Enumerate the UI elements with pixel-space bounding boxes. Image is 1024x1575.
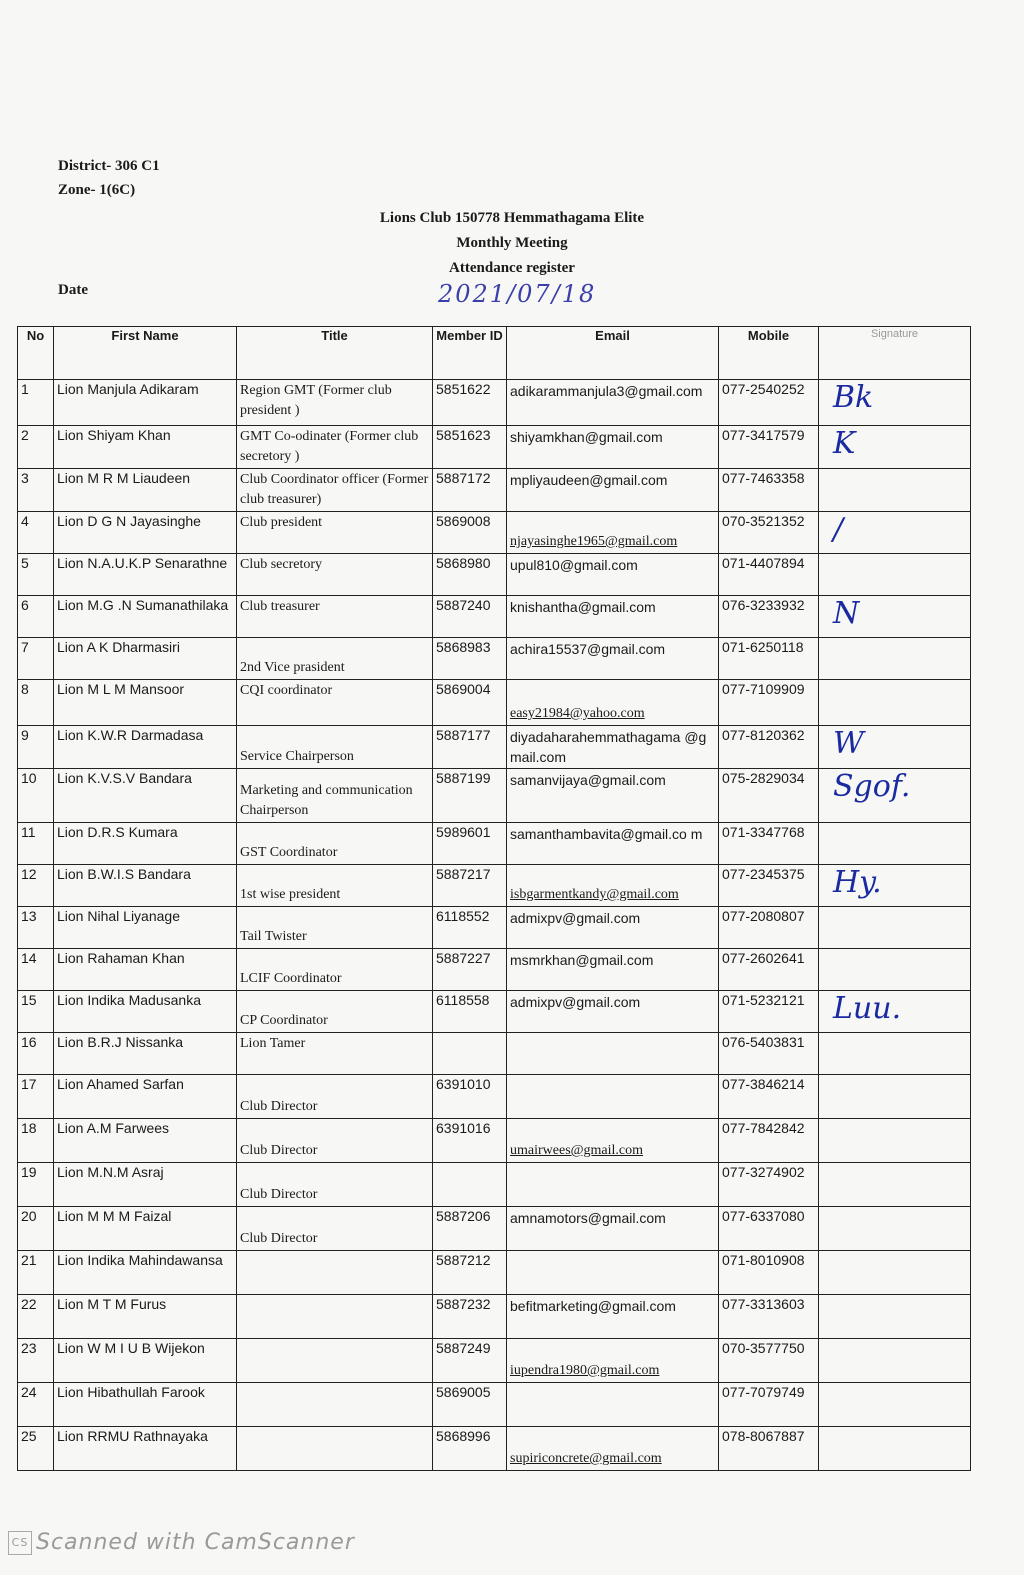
cell-mobile: 070-3521352 [719, 512, 819, 554]
cell-title [237, 1339, 433, 1383]
cell-signature [819, 769, 971, 823]
cell-name: Lion A.M Farwees [54, 1119, 237, 1163]
cell-email: befitmarketing@gmail.com [507, 1295, 719, 1339]
cell-title [237, 1295, 433, 1339]
cell-member-id: 5887172 [433, 469, 507, 512]
cell-name: Lion Nihal Liyanage [54, 907, 237, 949]
cell-mobile: 077-6337080 [719, 1207, 819, 1251]
table-row [18, 1207, 971, 1251]
cell-email [507, 1251, 719, 1295]
cell-email: admixpv@gmail.com [507, 907, 719, 949]
cell-email: knishantha@gmail.com [507, 596, 719, 638]
cell-member-id: 6391016 [433, 1119, 507, 1163]
cell-name: Lion Shiyam Khan [54, 426, 237, 469]
cell-email [507, 1075, 719, 1119]
column-header: No [18, 327, 54, 380]
cell-name: Lion B.W.I.S Bandara [54, 865, 237, 907]
cell-email: adikarammanjula3@gmail.com [507, 380, 719, 426]
cell-mobile: 076-5403831 [719, 1033, 819, 1075]
cell-name: Lion M M M Faizal [54, 1207, 237, 1251]
cell-no: 16 [18, 1033, 54, 1075]
district-label: District- 306 C1 [58, 158, 160, 174]
cell-signature [819, 865, 971, 907]
table-row [18, 726, 971, 769]
cell-name: Lion M.G .N Sumanathilaka [54, 596, 237, 638]
cell-email: samanthambavita@gmail.co m [507, 823, 719, 865]
cell-member-id: 5887212 [433, 1251, 507, 1295]
cell-mobile: 078-8067887 [719, 1427, 819, 1471]
table-header-row [18, 327, 971, 380]
meeting-title: Monthly Meeting [456, 235, 568, 251]
table-row [18, 1383, 971, 1427]
cell-mobile: 077-7079749 [719, 1383, 819, 1427]
cell-title [237, 1427, 433, 1471]
cell-mobile: 077-3846214 [719, 1075, 819, 1119]
signature-mark: N [833, 596, 860, 631]
zone-label: Zone- 1(6C) [58, 182, 136, 198]
cell-member-id: 5869005 [433, 1383, 507, 1427]
cell-mobile: 071-4407894 [719, 554, 819, 596]
cell-title: Club treasurer [237, 596, 433, 638]
cell-no: 11 [18, 823, 54, 865]
table-body [18, 380, 971, 1471]
cell-signature [819, 1295, 971, 1339]
cell-signature [819, 1119, 971, 1163]
cell-member-id: 5887199 [433, 769, 507, 823]
cell-member-id [433, 1033, 507, 1075]
cell-name: Lion D G N Jayasinghe [54, 512, 237, 554]
cell-signature [819, 949, 971, 991]
cell-name: Lion Indika Mahindawansa [54, 1251, 237, 1295]
cell-mobile: 071-6250118 [719, 638, 819, 680]
cell-title: Club secretory [237, 554, 433, 596]
cell-email: njayasinghe1965@gmail.com [507, 512, 719, 554]
table-row [18, 1339, 971, 1383]
cell-no: 17 [18, 1075, 54, 1119]
cell-signature [819, 1163, 971, 1207]
table-row [18, 949, 971, 991]
cell-signature [819, 1075, 971, 1119]
table-row [18, 823, 971, 865]
cell-name: Lion Rahaman Khan [54, 949, 237, 991]
cell-member-id: 5887227 [433, 949, 507, 991]
cell-no: 1 [18, 380, 54, 426]
cell-no: 22 [18, 1295, 54, 1339]
signature-mark: K [833, 426, 856, 461]
cell-no: 19 [18, 1163, 54, 1207]
cell-email: diyadaharahemmathagama @gmail.com [507, 726, 719, 769]
cell-member-id: 5869004 [433, 680, 507, 726]
cell-title: Club Director [237, 1075, 433, 1119]
cell-email: samanvijaya@gmail.com [507, 769, 719, 823]
table-row [18, 907, 971, 949]
cell-no: 3 [18, 469, 54, 512]
cell-title: Lion Tamer [237, 1033, 433, 1075]
cell-member-id: 5887249 [433, 1339, 507, 1383]
cell-mobile: 077-2602641 [719, 949, 819, 991]
cell-name: Lion M R M Liaudeen [54, 469, 237, 512]
table-row [18, 1033, 971, 1075]
cell-no: 7 [18, 638, 54, 680]
cell-title: Club Director [237, 1163, 433, 1207]
signature-mark: Hy. [833, 865, 882, 900]
cell-mobile: 070-3577750 [719, 1339, 819, 1383]
cell-no: 24 [18, 1383, 54, 1427]
cell-signature [819, 1207, 971, 1251]
scanner-watermark [8, 1530, 355, 1555]
cell-no: 12 [18, 865, 54, 907]
cell-mobile: 077-2540252 [719, 380, 819, 426]
cell-no: 23 [18, 1339, 54, 1383]
table-row [18, 769, 971, 823]
cell-no: 5 [18, 554, 54, 596]
cell-signature [819, 823, 971, 865]
cell-member-id: 5868980 [433, 554, 507, 596]
signature-mark: Sgof. [833, 769, 911, 804]
table-row [18, 596, 971, 638]
cell-no: 15 [18, 991, 54, 1033]
cell-title: Club Coordinator officer (Former club treasurer) [237, 469, 433, 512]
cell-mobile: 071-3347768 [719, 823, 819, 865]
cell-member-id: 5868996 [433, 1427, 507, 1471]
cell-title: GST Coordinator [237, 823, 433, 865]
cell-name: Lion Indika Madusanka [54, 991, 237, 1033]
signature-mark: Bk [833, 380, 874, 415]
cell-no: 9 [18, 726, 54, 769]
cell-no: 25 [18, 1427, 54, 1471]
table-row [18, 1163, 971, 1207]
cell-name: Lion Hibathullah Farook [54, 1383, 237, 1427]
cell-member-id: 6118558 [433, 991, 507, 1033]
cell-member-id: 5868983 [433, 638, 507, 680]
camscanner-icon: CS [8, 1531, 32, 1555]
table-row [18, 1427, 971, 1471]
watermark-text: Scanned with CamScanner [36, 1530, 355, 1555]
cell-signature [819, 1033, 971, 1075]
cell-signature [819, 426, 971, 469]
table-row [18, 469, 971, 512]
cell-member-id: 5887206 [433, 1207, 507, 1251]
table-row [18, 638, 971, 680]
cell-email: achira15537@gmail.com [507, 638, 719, 680]
cell-email: upul810@gmail.com [507, 554, 719, 596]
column-header: First Name [54, 327, 237, 380]
cell-mobile: 076-3233932 [719, 596, 819, 638]
cell-member-id: 5869008 [433, 512, 507, 554]
cell-email: supiriconcrete@gmail.com [507, 1427, 719, 1471]
cell-no: 21 [18, 1251, 54, 1295]
date-label: Date [58, 282, 88, 298]
cell-email [507, 1163, 719, 1207]
cell-signature [819, 512, 971, 554]
cell-name: Lion Manjula Adikaram [54, 380, 237, 426]
cell-name: Lion K.V.S.V Bandara [54, 769, 237, 823]
cell-email: iupendra1980@gmail.com [507, 1339, 719, 1383]
cell-member-id: 6118552 [433, 907, 507, 949]
cell-email: umairwees@gmail.com [507, 1119, 719, 1163]
cell-title: GMT Co-odinater (Former club secretory ) [237, 426, 433, 469]
cell-no: 18 [18, 1119, 54, 1163]
table-row [18, 512, 971, 554]
cell-name: Lion D.R.S Kumara [54, 823, 237, 865]
table-row [18, 680, 971, 726]
cell-no: 6 [18, 596, 54, 638]
cell-email [507, 1383, 719, 1427]
cell-no: 20 [18, 1207, 54, 1251]
table-row [18, 1075, 971, 1119]
cell-email: isbgarmentkandy@gmail.com [507, 865, 719, 907]
cell-title [237, 1251, 433, 1295]
cell-name: Lion N.A.U.K.P Senarathne [54, 554, 237, 596]
cell-name: Lion B.R.J Nissanka [54, 1033, 237, 1075]
cell-signature [819, 554, 971, 596]
cell-name: Lion Ahamed Sarfan [54, 1075, 237, 1119]
cell-email: easy21984@yahoo.com [507, 680, 719, 726]
cell-signature [819, 726, 971, 769]
cell-signature [819, 1427, 971, 1471]
cell-member-id: 5851622 [433, 380, 507, 426]
cell-signature [819, 1383, 971, 1427]
cell-member-id: 5989601 [433, 823, 507, 865]
cell-mobile: 077-2080807 [719, 907, 819, 949]
cell-signature [819, 680, 971, 726]
cell-mobile: 077-7463358 [719, 469, 819, 512]
cell-mobile: 077-7109909 [719, 680, 819, 726]
cell-title: Service Chairperson [237, 726, 433, 769]
date-handwritten: 2021/07/18 [438, 280, 597, 308]
cell-mobile: 077-7842842 [719, 1119, 819, 1163]
signature-mark: Luu. [833, 991, 902, 1026]
signature-mark: / [833, 512, 844, 547]
cell-signature [819, 991, 971, 1033]
cell-title: Club Director [237, 1119, 433, 1163]
cell-email [507, 1033, 719, 1075]
cell-name: Lion RRMU Rathnayaka [54, 1427, 237, 1471]
column-header: Member ID [433, 327, 507, 380]
cell-title: Club Director [237, 1207, 433, 1251]
club-name: Lions Club 150778 Hemmathagama Elite [379, 210, 645, 226]
table-row [18, 1119, 971, 1163]
cell-no: 2 [18, 426, 54, 469]
cell-member-id: 5887232 [433, 1295, 507, 1339]
cell-mobile: 071-5232121 [719, 991, 819, 1033]
cell-email: mpliyaudeen@gmail.com [507, 469, 719, 512]
cell-signature [819, 1251, 971, 1295]
signature-mark: W [833, 726, 864, 761]
column-header: Signature [819, 327, 971, 380]
cell-member-id: 5851623 [433, 426, 507, 469]
cell-email: amnamotors@gmail.com [507, 1207, 719, 1251]
cell-mobile: 077-3274902 [719, 1163, 819, 1207]
cell-no: 14 [18, 949, 54, 991]
cell-no: 4 [18, 512, 54, 554]
cell-name: Lion M.N.M Asraj [54, 1163, 237, 1207]
cell-signature [819, 469, 971, 512]
cell-member-id: 5887217 [433, 865, 507, 907]
cell-title: LCIF Coordinator [237, 949, 433, 991]
cell-member-id: 5887240 [433, 596, 507, 638]
cell-signature [819, 596, 971, 638]
cell-title [237, 1383, 433, 1427]
column-header: Title [237, 327, 433, 380]
cell-mobile: 077-8120362 [719, 726, 819, 769]
cell-title: Marketing and communication Chairperson [237, 769, 433, 823]
cell-member-id [433, 1163, 507, 1207]
cell-mobile: 077-3313603 [719, 1295, 819, 1339]
table-row [18, 554, 971, 596]
cell-mobile: 077-3417579 [719, 426, 819, 469]
attendance-table [17, 326, 971, 1471]
cell-member-id: 5887177 [433, 726, 507, 769]
cell-title: Club president [237, 512, 433, 554]
register-title: Attendance register [449, 260, 575, 276]
cell-title: CQI coordinator [237, 680, 433, 726]
cell-name: Lion W M I U B Wijekon [54, 1339, 237, 1383]
cell-email: admixpv@gmail.com [507, 991, 719, 1033]
cell-no: 10 [18, 769, 54, 823]
cell-signature [819, 380, 971, 426]
table-row [18, 1251, 971, 1295]
cell-mobile: 071-8010908 [719, 1251, 819, 1295]
cell-name: Lion A K Dharmasiri [54, 638, 237, 680]
cell-no: 13 [18, 907, 54, 949]
cell-email: msmrkhan@gmail.com [507, 949, 719, 991]
cell-no: 8 [18, 680, 54, 726]
table-row [18, 380, 971, 426]
cell-mobile: 077-2345375 [719, 865, 819, 907]
table-row [18, 865, 971, 907]
column-header: Email [507, 327, 719, 380]
table-row [18, 991, 971, 1033]
cell-title: CP Coordinator [237, 991, 433, 1033]
cell-signature [819, 907, 971, 949]
cell-name: Lion K.W.R Darmadasa [54, 726, 237, 769]
table-row [18, 426, 971, 469]
cell-member-id: 6391010 [433, 1075, 507, 1119]
column-header: Mobile [719, 327, 819, 380]
cell-name: Lion M L M Mansoor [54, 680, 237, 726]
cell-title: 1st wise president [237, 865, 433, 907]
cell-title: 2nd Vice prasident [237, 638, 433, 680]
cell-mobile: 075-2829034 [719, 769, 819, 823]
cell-name: Lion M T M Furus [54, 1295, 237, 1339]
table-row [18, 1295, 971, 1339]
cell-signature [819, 1339, 971, 1383]
cell-email: shiyamkhan@gmail.com [507, 426, 719, 469]
cell-title: Region GMT (Former club president ) [237, 380, 433, 426]
cell-signature [819, 638, 971, 680]
cell-title: Tail Twister [237, 907, 433, 949]
